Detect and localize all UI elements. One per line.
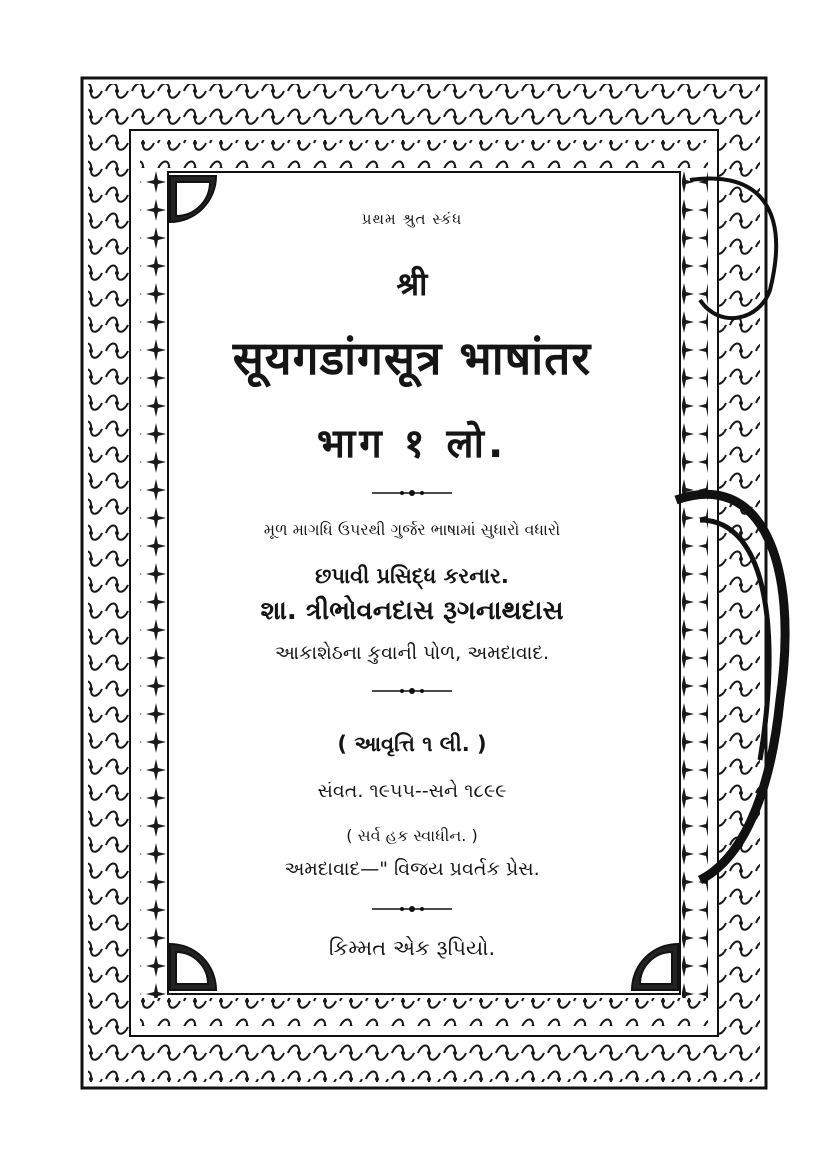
publisher-name: શા. ત્રીભોવનદાસ રૂગનાથદાસ [260, 596, 564, 626]
divider-1 [372, 488, 452, 498]
rights-line: ( સર્વ હક સ્વાધીન. ) [346, 826, 478, 845]
publisher-intro: છપાવી પ્રસિદ્ધ કરનાર. [315, 564, 509, 588]
divider-3 [372, 904, 452, 914]
divider-2 [372, 686, 452, 696]
edition-line: ( આવૃત્તિ ૧ લી. ) [337, 732, 487, 756]
press-line: અમદાવાદ—" વિજય પ્રવર્તક પ્રેસ. [284, 858, 540, 880]
description-line: મૂળ માગધિ ઉપરથી ગુર્જર ભાષામાં સુધારો વધારો [263, 520, 561, 539]
shri-heading: श्री [396, 265, 428, 303]
book-title: सूयगडांगसूत्र भाषांतर [232, 331, 592, 385]
year-line: સંવત. ૧૯૫૫--સને ૧૮૯૯ [317, 780, 507, 802]
price-line: કિમ્મત એક રૂપિયો. [328, 936, 496, 960]
part-number: भाग १ लो. [316, 421, 508, 467]
publisher-address: આકાશેઠના કુવાની પોળ, અમદાવાદ. [274, 642, 550, 664]
volume-line: પ્રથમ શ્રુત સ્કંધ [361, 210, 463, 228]
